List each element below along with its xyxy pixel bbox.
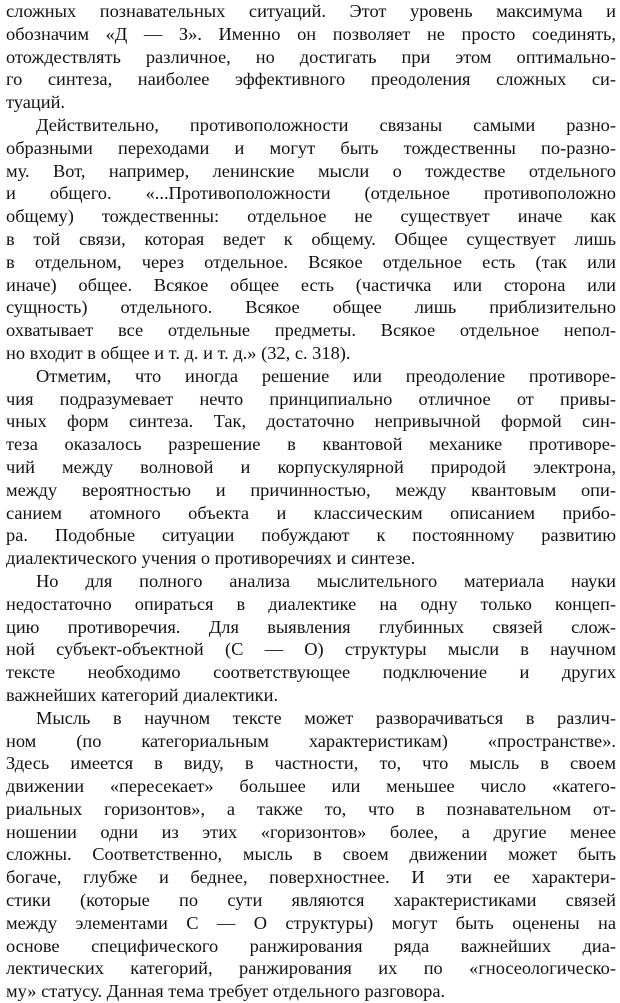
text-line: между элементами С — О структуры) могут быть оценены на <box>6 912 616 933</box>
text-line: Отметим, что иногда решение или преодоление противоре- <box>36 365 616 386</box>
text-line: диалектического учения о противоречиях и синтезе. <box>6 548 416 569</box>
text-line: стики (которые по сути являются характеристиками связей <box>6 890 616 911</box>
text-line: чия подразумевает нечто принципиально отличное от привы- <box>6 388 616 409</box>
text-line: важнейших категорий диалектики. <box>6 684 279 705</box>
text-line: отождествлять различное, но достигать при этом оптимально- <box>6 46 616 67</box>
text-line: сложны. Соответственно, мысль в своем движении может быть <box>6 844 616 865</box>
text-line: общему) тождественны: отдельное не существует иначе как <box>6 206 616 227</box>
text-line: в отдельном, через отдельное. Всякое отдельное есть (так или <box>6 251 616 272</box>
text-line: недостаточно опираться в диалектике на одну только концеп- <box>6 593 616 614</box>
text-line: сущность) отдельного. Всякое общее лишь приблизительно <box>6 297 616 318</box>
text-line: ношении одни из этих «горизонтов» более, а другие менее <box>6 821 616 842</box>
text-line: тексте необходимо соответствующее подключение и других <box>6 662 616 683</box>
text-line: в той связи, которая ведет к общему. Общее существует лишь <box>6 228 616 249</box>
text-line: туаций. <box>6 92 66 113</box>
paragraph <box>6 0 616 114</box>
paragraph <box>6 570 616 707</box>
text-line: и общего. «...Противоположности (отдельное противоположно <box>6 183 616 204</box>
text-line: охватывает все отдельные предметы. Всякое отдельное непол- <box>6 320 616 341</box>
text-line: ной субъект-объектной (С — О) структуры мысли в научном <box>6 639 616 660</box>
text-line: санием атомного объекта и классическим описанием прибо- <box>6 502 616 523</box>
text-line: Здесь имеется в виду, в частности, то, что мысль в своем <box>6 753 616 774</box>
text-line: сложных познавательных ситуаций. Этот уровень максимума и <box>6 1 616 21</box>
text-line: но входит в общее и т. д. и т. д.» (32, с. 318). <box>6 342 351 363</box>
text-line: богаче, глубже и беднее, поверхностнее. И эти ее характери- <box>6 867 616 888</box>
text-line: обозначим «Д — З». Именно он позволяет не просто соединять, <box>6 23 616 44</box>
text-line: образными переходами и могут быть тождественны по-разно- <box>6 137 616 158</box>
text-line: Но для полного анализа мыслительного материала науки <box>36 570 616 591</box>
text-line: теза оказалось разрешение в квантовой механике противоре- <box>6 434 616 455</box>
paragraph <box>6 114 616 365</box>
text-line: Мысль в научном тексте может разворачиваться в различ- <box>36 707 616 728</box>
text-line: цию противоречия. Для выявления глубинных связей слож- <box>6 616 616 637</box>
text-line: му. Вот, например, ленинские мысли о тождестве отдельного <box>6 160 616 181</box>
text-line: му» статусу. Данная тема требует отдельного разговора. <box>6 981 446 1002</box>
text-line: ра. Подобные ситуации побуждают к постоянному развитию <box>6 525 616 546</box>
text-line: Действительно, противоположности связаны самыми разно- <box>36 114 616 135</box>
text-line: риальных горизонтов», а также то, что в познавательном от- <box>6 798 616 819</box>
text-line: чных форм синтеза. Так, достаточно непривычной формой син- <box>6 411 616 432</box>
paragraph <box>6 365 616 570</box>
paragraph <box>6 707 616 1003</box>
text-line: между вероятностью и причинностью, между квантовым опи- <box>6 479 616 500</box>
text-line: чий между волновой и корпускулярной природой электрона, <box>6 456 616 477</box>
text-line: го синтеза, наиболее эффективного преодоления сложных си- <box>6 69 616 90</box>
text-line: ном (по категориальным характеристикам) «пространстве». <box>6 730 616 751</box>
text-line: лектических категорий, ранжирования их по «гносеологическо- <box>6 958 616 979</box>
text-line: иначе) общее. Всякое общее есть (частичка или сторона или <box>6 274 616 295</box>
text-line: основе специфического ранжирования ряда важнейших диа- <box>6 935 616 956</box>
text-line: движении «пересекает» большее или меньшее число «катего- <box>6 776 616 797</box>
